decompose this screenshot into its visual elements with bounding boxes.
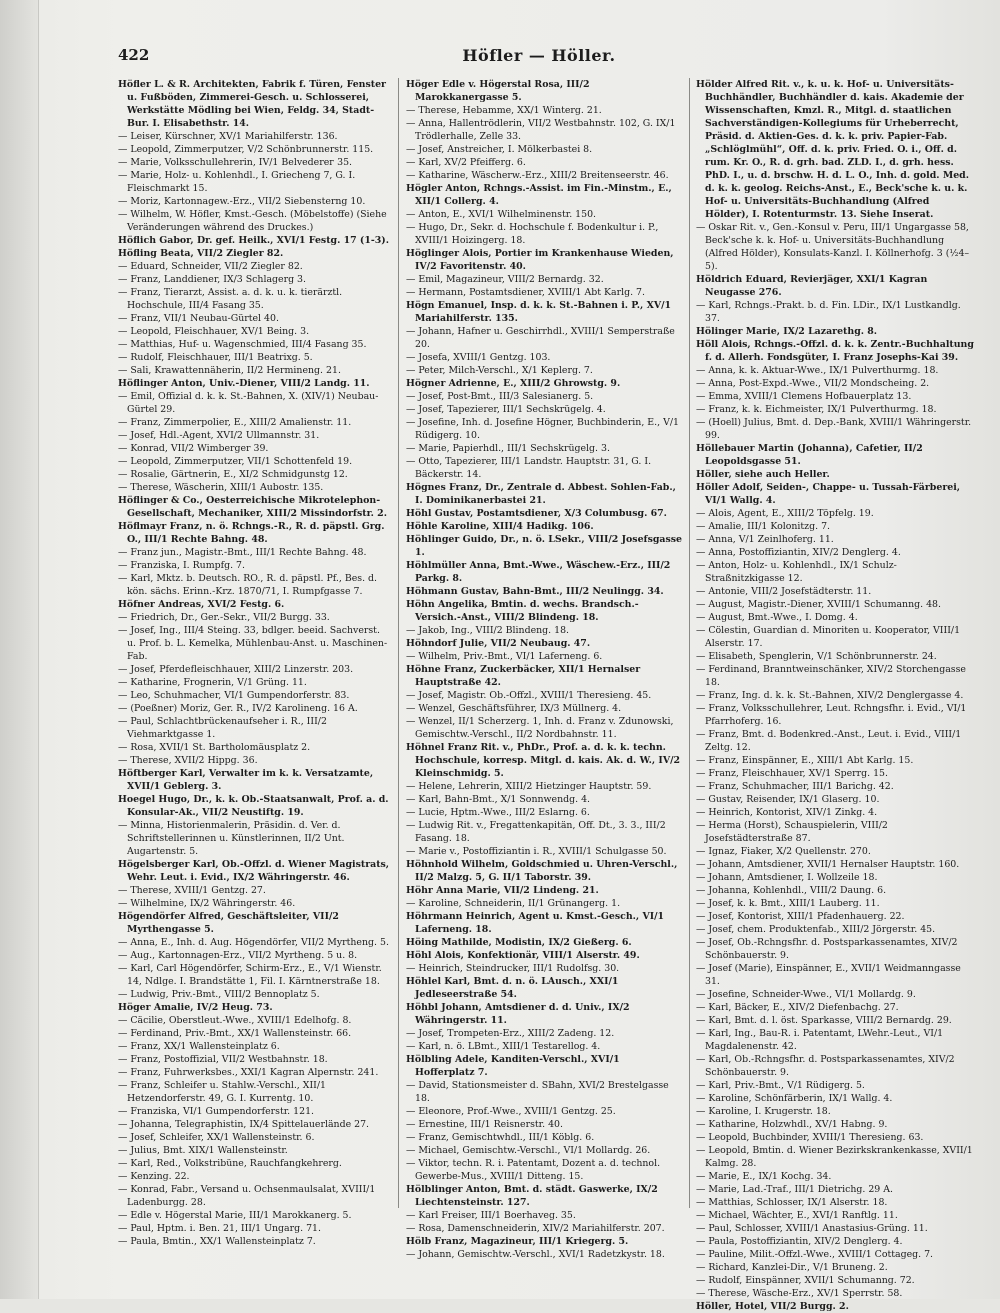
directory-entry: — Moriz, Kartonnagew.-Erz., VII/2 Siebensterng 10.	[118, 196, 366, 207]
directory-entry: — Franz, Fleischhauer, XV/1 Sperrg. 15.	[696, 768, 888, 779]
directory-entry: — Julius, Bmt. XIX/1 Wallensteinstr.	[118, 1145, 288, 1156]
directory-entry: — Anna, Hallentrödlerin, VII/2 Westbahnstr. 102, G. IX/1 Trödlerhalle, Zelle 33.	[406, 118, 676, 142]
directory-entry: — Otto, Tapezierer, III/1 Landstr. Hauptstr. 31, G. I. Bäckerstr. 14.	[406, 456, 652, 480]
directory-entry: — Karl, Ing., Bau-R. i. Patentamt, LWehr.-Leut., VI/1 Magdalenenstr. 42.	[696, 1028, 944, 1052]
directory-entry: — Karl, Bmt. d. l. öst. Sparkasse, VIII/2 Bernardg. 29.	[696, 1015, 952, 1026]
directory-entry: Hölblinger Anton, Bmt. d. städt. Gaswerke, IX/2 Liechtensteinstr. 127.	[406, 1184, 658, 1208]
directory-entry: — Wilhelm, W. Höfler, Kmst.-Gesch. (Möbelstoffe) (Siehe Veränderungen während des Druckes.)	[118, 209, 387, 233]
directory-entry: — Wenzel, II/1 Scherzerg. 1, Inh. d. Franz v. Zdunowski, Gemischtw.-Verschl., II/2 Nordbahnstr. 11.	[406, 716, 674, 740]
directory-entry: — Amalie, III/1 Kolonitzg. 7.	[696, 521, 831, 532]
directory-entry: — Franz, Einspänner, E., XIII/1 Abt Karlg. 15.	[696, 755, 914, 766]
directory-entry: — Therese, Wäscherin, XIII/1 Aubostr. 135.	[118, 482, 324, 493]
directory-entry: — Franziska, VI/1 Gumpendorferstr. 121.	[118, 1106, 315, 1117]
directory-entry: — Wilhelm, Priv.-Bmt., VI/1 Laferneng. 6.	[406, 651, 603, 662]
directory-entry: — Franz, VII/1 Neubau-Gürtel 40.	[118, 313, 279, 324]
directory-entry: Höldrich Eduard, Revierjäger, XXI/1 Kagran Neugasse 276.	[696, 274, 928, 298]
directory-entry: Höhr Anna Marie, VII/2 Lindeng. 21.	[406, 885, 599, 896]
directory-entry: — Rosa, Damenschneiderin, XIV/2 Mariahilferstr. 207.	[406, 1223, 665, 1234]
directory-entry: — Aug., Kartonnagen-Erz., VII/2 Myrtheng. 5 u. 8.	[118, 950, 358, 961]
directory-entry: — David, Stationsmeister d. SBahn, XVI/2 Brestelgasse 18.	[406, 1080, 669, 1104]
directory-entry: Höftberger Karl, Verwalter im k. k. Versatzamte, XVII/1 Geblerg. 3.	[118, 768, 374, 792]
directory-entry: — Josef, Schleifer, XX/1 Wallensteinstr. 6.	[118, 1132, 315, 1143]
directory-entry: — (Hoell) Julius, Bmt. d. Dep.-Bank, XVIII/1 Währingerstr. 99.	[696, 417, 972, 441]
column-middle	[406, 78, 682, 1278]
directory-entry: — Josef, chem. Produktenfab., XIII/2 Jörgerstr. 45.	[696, 924, 936, 935]
directory-entry: Högner Adrienne, E., XIII/2 Ghrowstg. 9.	[406, 378, 621, 389]
directory-entry: — Katharine, Frognerin, V/1 Grüng. 11.	[118, 677, 307, 688]
directory-entry: — Minna, Historienmalerin, Präsidin. d. Ver. d. Schriftstellerinnen u. Künstlerinnen, II/2 Unt. Augartenstr. 5.	[118, 820, 345, 857]
directory-entry: — Katharine, Wäscherw.-Erz., XIII/2 Breitenseerstr. 46.	[406, 170, 669, 181]
directory-entry: Höhbl Johann, Amtsdiener d. d. Univ., IX/2 Währingerstr. 11.	[406, 1002, 630, 1026]
directory-entry: Höflinger Anton, Univ.-Diener, VIII/2 Landg. 11.	[118, 378, 370, 389]
directory-entry: — Hermann, Postamtsdiener, XVIII/1 Abt Karlg. 7.	[406, 287, 645, 298]
page-number: 422	[118, 46, 150, 64]
directory-entry: — Leopold, Bmtin. d. Wiener Bezirkskrankenkasse, XVII/1 Kalmg. 28.	[696, 1145, 973, 1169]
directory-entry: — Katharine, Holzwhdl., XV/1 Habng. 9.	[696, 1119, 888, 1130]
directory-entry: — Cäcilie, Oberstleut.-Wwe., XVIII/1 Edelhofg. 8.	[118, 1015, 352, 1026]
directory-entry: — Marie v., Postoffiziantin i. R., XVIII/1 Schulgasse 50.	[406, 846, 667, 857]
directory-entry: — Viktor, techn. R. i. Patentamt, Dozent a. d. technol. Gewerbe-Mus., XVIII/1 Ditteng. 15.	[406, 1158, 661, 1182]
directory-entry: — Emil, Magazineur, VIII/2 Bernardg. 32.	[406, 274, 604, 285]
directory-entry: Höhle Karoline, XIII/4 Hadikg. 106.	[406, 521, 594, 532]
directory-entry: — Josef, Ing., III/4 Steing. 33, bdlger. beeid. Sachverst. u. Prof. b. L. Kemelka, Mühlenbau-Anst. u. Maschinen-Fab.	[118, 625, 388, 662]
directory-entry: Högendörfer Alfred, Geschäftsleiter, VII/2 Myrthengasse 5.	[118, 911, 339, 935]
directory-entry: — Richard, Kanzlei-Dir., V/1 Bruneng. 2.	[696, 1262, 888, 1273]
directory-entry: — Karl, Red., Volkstribüne, Rauchfangkehrerg.	[118, 1158, 342, 1169]
directory-entry: — Elisabeth, Spenglerin, V/1 Schönbrunnerstr. 24.	[696, 651, 937, 662]
directory-entry: Högn Emanuel, Insp. d. k. k. St.-Bahnen i. P., XV/1 Mariahilferstr. 135.	[406, 300, 672, 324]
directory-entry: — Anton, Holz- u. Kohlenhdl., IX/1 Schulz-Straßnitzkigasse 12.	[696, 560, 897, 584]
directory-entry: — Franziska, I. Rumpfg. 7.	[118, 560, 245, 571]
directory-entry: — Karl, Priv.-Bmt., V/1 Rüdigerg. 5.	[696, 1080, 865, 1091]
directory-entry: — Therese, XVII/2 Hippg. 36.	[118, 755, 258, 766]
directory-entry: — Franz, Fuhrwerksbes., XXI/1 Kagran Alpernstr. 241.	[118, 1067, 379, 1078]
directory-entry: — Josef, Hdl.-Agent, XVI/2 Ullmannstr. 31.	[118, 430, 320, 441]
directory-entry: — Rosalie, Gärtnerin, E., XI/2 Schmidgunstg 12.	[118, 469, 348, 480]
directory-entry: — Alois, Agent, E., XIII/2 Töpfelg. 19.	[696, 508, 874, 519]
binding-gutter	[0, 0, 39, 1299]
directory-entry: — Michael, Wächter, E., XVI/1 Ranftlg. 11.	[696, 1210, 898, 1221]
directory-entry: — Helene, Lehrerin, XIII/2 Hietzinger Hauptstr. 59.	[406, 781, 652, 792]
directory-entry: Höller Adolf, Seiden-, Chappe- u. Tussah-Färberei, VI/1 Wallg. 4.	[696, 482, 961, 506]
directory-entry: — Matthias, Schlosser, IX/1 Alserstr. 18.	[696, 1197, 888, 1208]
directory-entry: Höhnhold Wilhelm, Goldschmied u. Uhren-Verschl., II/2 Malzg. 5, G. II/1 Taborstr. 39.	[406, 859, 678, 883]
directory-entry: — Ignaz, Fiaker, X/2 Quellenstr. 270.	[696, 846, 871, 857]
directory-entry: — Franz, Zimmerpolier, E., XIII/2 Amalienstr. 11.	[118, 417, 352, 428]
directory-entry: — Karl, Bahn-Bmt., X/1 Sonnwendg. 4.	[406, 794, 591, 805]
column-left	[118, 78, 390, 1278]
directory-entry: — Karl, XV/2 Pfeifferg. 6.	[406, 157, 526, 168]
directory-entry: — Franz, Ing. d. k. k. St.-Bahnen, XIV/2 Denglergasse 4.	[696, 690, 964, 701]
directory-entry: — Friedrich, Dr., Ger.-Sekr., VII/2 Burgg. 33.	[118, 612, 330, 623]
directory-entry: — Karl, n. ö. LBmt., XIII/1 Testarellog. 4.	[406, 1041, 601, 1052]
directory-entry: — Ludwig Rit. v., Fregattenkapitän, Off. Dt., 3. 3., III/2 Fasang. 18.	[406, 820, 666, 844]
directory-entry: — Franz, Postoffizial, VII/2 Westbahnstr. 18.	[118, 1054, 328, 1065]
directory-entry: — Heinrich, Kontorist, XIV/1 Zinkg. 4.	[696, 807, 878, 818]
directory-entry: — Karoline, I. Krugerstr. 18.	[696, 1106, 831, 1117]
running-head: Höfler — Höller.	[462, 46, 616, 65]
directory-entry: Högnes Franz, Dr., Zentrale d. Abbest. Sohlen-Fab., I. Dominikanerbastei 21.	[406, 482, 676, 506]
directory-entry: — Karl, Ob.-Rchngsfhr. d. Postsparkassenamtes, XIV/2 Schönbauerstr. 9.	[696, 1054, 955, 1078]
directory-entry: — Johanna, Telegraphistin, IX/4 Spittelauerlände 27.	[118, 1119, 370, 1130]
directory-entry: — Ferdinand, Branntweinschänker, XIV/2 Storchengasse 18.	[696, 664, 966, 688]
directory-entry: — Leopold, Buchbinder, XVIII/1 Theresieng. 63.	[696, 1132, 924, 1143]
directory-entry: — August, Magistr.-Diener, XVIII/1 Schumanng. 48.	[696, 599, 941, 610]
directory-entry: — Josefine, Schneider-Wwe., VI/1 Mollardg. 9.	[696, 989, 916, 1000]
directory-entry: — Rosa, XVII/1 St. Bartholomäusplatz 2.	[118, 742, 311, 753]
directory-entry: — Pauline, Milit.-Offzl.-Wwe., XVIII/1 Cottageg. 7.	[696, 1249, 934, 1260]
directory-entry: — Anna, Postoffiziantin, XIV/2 Denglerg. 4.	[696, 547, 901, 558]
directory-entry: — Franz, k. k. Eichmeister, IX/1 Pulverthurmg. 18.	[696, 404, 937, 415]
directory-entry: — Karoline, Schneiderin, II/1 Grünangerg. 1.	[406, 898, 621, 909]
directory-entry: — Josef, Kontorist, XIII/1 Pfadenhauerg. 22.	[696, 911, 905, 922]
directory-entry: Höhl Alois, Konfektionär, VIII/1 Alserstr. 49.	[406, 950, 640, 961]
directory-entry: Höing Mathilde, Modistin, IX/2 Gießerg. 6.	[406, 937, 632, 948]
directory-entry: — Josef, Pferdefleischhauer, XIII/2 Linzerstr. 203.	[118, 664, 354, 675]
directory-entry: Höller, Hotel, VII/2 Burgg. 2.	[696, 1301, 849, 1312]
directory-entry: Höfling Beata, VII/2 Ziegler 82.	[118, 248, 284, 259]
directory-entry: — Rudolf, Einspänner, XVII/1 Schumanng. 72.	[696, 1275, 915, 1286]
directory-entry: Höglinger Alois, Portier im Krankenhause Wieden, IV/2 Favoritenstr. 40.	[406, 248, 674, 272]
directory-entry: — Franz, Volksschullehrer, Leut. Rchngsfhr. i. Evid., VI/1 Pfarrhoferg. 16.	[696, 703, 967, 727]
directory-entry: — Anna, V/1 Zeinlhoferg. 11.	[696, 534, 834, 545]
directory-entry: — Paul, Hptm. i. Ben. 21, III/1 Ungarg. 71.	[118, 1223, 321, 1234]
column-rule	[398, 78, 399, 1208]
directory-entry: — Karl, Carl Högendörfer, Schirm-Erz., E., V/1 Wienstr. 14, Ndlge. I. Brandstätte 1, Fil. I. Kärntnerstraße 18.	[118, 963, 382, 987]
directory-entry: Hölder Alfred Rit. v., k. u. k. Hof- u. Universitäts-Buchhändler, Buchhändler d. kais. Akademie der Wissenschaften, Kmzl. R., Mitgl. d. staatlichen Sachverständigen-Kollegiums für Urheberrecht, Präsid. d. Aktien-Ges. d. k. k. priv. Papier-Fab. „Schlöglmühl“, Off. d. k. priv. Fried. O. i., Off. d. rum. Kr. O., R. d. grh. bad. ZLD. I., d. grh. hess. PhD. I., u. d. brschw. H. d. L. O., Inh. d. gold. Med. d. k. k. geolog. Reichs-Anst., E., Beck'sche k. u. k. Hof- u. Universitäts-Buchhandlung (Alfred Hölder), I. Rotenturmstr. 13. Siehe Inserat.	[696, 79, 969, 220]
directory-entry: Höhrmann Heinrich, Agent u. Kmst.-Gesch., VI/1 Laferneng. 18.	[406, 911, 665, 935]
directory-entry: Höhnel Franz Rit. v., PhDr., Prof. a. d. k. k. techn. Hochschule, korresp. Mitgl. d. kais. Ak. d. W., IV/2 Kleinschmidg. 5.	[406, 742, 681, 779]
directory-entry: — Marie, Volksschullehrerin, IV/1 Belvederег 35.	[118, 157, 353, 168]
directory-entry: — Gustav, Reisender, IX/1 Glaserg. 10.	[696, 794, 880, 805]
directory-entry: — Leopold, Zimmerputzer, VII/1 Schottenfeld 19.	[118, 456, 353, 467]
directory-entry: — Paula, Bmtin., XX/1 Wallensteinplatz 7.	[118, 1236, 316, 1247]
directory-entry: — Konrad, Fabr., Versand u. Ochsenmaulsalat, XVIII/1 Ladenburgg. 28.	[118, 1184, 376, 1208]
directory-entry: — Leo, Schuhmacher, VI/1 Gumpendorferstr. 83.	[118, 690, 350, 701]
directory-entry: — Karl, Mktz. b. Deutsch. RO., R. d. päpstl. Pf., Bes. d. kön. sächs. Erinn.-Krz. 1870/71, I. Rumpfgasse 7.	[118, 573, 378, 597]
directory-entry: Höfner Andreas, XVI/2 Festg. 6.	[118, 599, 285, 610]
directory-entry: — Johann, Gemischtw.-Verschl., XVI/1 Radetzkystr. 18.	[406, 1249, 665, 1260]
directory-entry: — Karl Freiser, III/1 Boerhaveg. 35.	[406, 1210, 576, 1221]
directory-entry: — Sali, Krawattennäherin, II/2 Hermineng. 21.	[118, 365, 341, 376]
directory-entry: — Kenzing. 22.	[118, 1171, 190, 1182]
directory-entry: — Paula, Postoffiziantin, XIV/2 Denglerg. 4.	[696, 1236, 903, 1247]
directory-entry: — Eduard, Schneider, VII/2 Ziegler 82.	[118, 261, 303, 272]
directory-entry: Hölbling Adele, Kanditen-Verschl., XVI/1 Hofferplatz 7.	[406, 1054, 620, 1078]
column-rule	[689, 78, 690, 1208]
page-header	[118, 46, 960, 70]
directory-entry: Hoegel Hugo, Dr., k. k. Ob.-Staatsanwalt, Prof. a. d. Konsular-Ak., VII/2 Neustiftg. 19.	[118, 794, 389, 818]
directory-entry: — Therese, Hebamme, XX/1 Winterg. 21.	[406, 105, 602, 116]
directory-entry: Höhn Angelika, Bmtin. d. wechs. Brandsch.-Versich.-Anst., VIII/2 Blindeng. 18.	[406, 599, 639, 623]
directory-entry: — Josef, Magistr. Ob.-Offzl., XVIII/1 Theresieng. 45.	[406, 690, 652, 701]
directory-entry: — Herma (Horst), Schauspielerin, VIII/2 Josefstädterstraße 87.	[696, 820, 888, 844]
directory-entry: — Marie, Papierhdl., III/1 Sechskrügelg. 3.	[406, 443, 610, 454]
directory-entry: — Lucie, Hptm.-Wwe., III/2 Eslarng. 6.	[406, 807, 590, 818]
directory-entry: — Karl, Rchngs.-Prakt. b. d. Fin. LDir., IX/1 Lustkandlg. 37.	[696, 300, 961, 324]
directory-entry: — Leiser, Kürschner, XV/1 Mariahilferstr. 136.	[118, 131, 338, 142]
directory-entry: — Ludwig, Priv.-Bmt., VIII/2 Bennoplatz 5.	[118, 989, 320, 1000]
directory-entry: Höhmann Gustav, Bahn-Bmt., III/2 Neulingg. 34.	[406, 586, 664, 597]
directory-entry: Hölinger Marie, IX/2 Lazarethg. 8.	[696, 326, 878, 337]
directory-entry: — Ernestine, III/1 Reisnerstr. 40.	[406, 1119, 563, 1130]
directory-entry: — Anna, E., Inh. d. Aug. Högendörfer, VII/2 Myrtheng. 5.	[118, 937, 389, 948]
directory-entry: — Rudolf, Fleischhauer, III/1 Beatrixg. 5.	[118, 352, 313, 363]
directory-entry: — Karl, Bäcker, E., XIV/2 Diefenbachg. 27.	[696, 1002, 899, 1013]
directory-entry: — Leopold, Zimmerputzer, V/2 Schönbrunnerstr. 115.	[118, 144, 374, 155]
directory-entry: Höflinger & Co., Oesterreichische Mikrotelephon-Gesellschaft, Mechaniker, XIII/2 Missindorfstr. 2.	[118, 495, 387, 519]
directory-entry: — Wenzel, Geschäftsführer, IX/3 Müllnerg. 4.	[406, 703, 622, 714]
directory-entry: — Wilhelmine, IX/2 Währingerstr. 46.	[118, 898, 296, 909]
directory-entry: Höhlel Karl, Bmt. d. n. ö. LAusch., XXI/1 Jedleseerstraße 54.	[406, 976, 619, 1000]
directory-entry: — Konrad, VII/2 Wimberger 39.	[118, 443, 269, 454]
directory-entry: — Anna, k. k. Aktuar-Wwe., IX/1 Pulverthurmg. 18.	[696, 365, 939, 376]
directory-entry: — Matthias, Huf- u. Wagenschmied, III/4 Fasang 35.	[118, 339, 367, 350]
directory-entry: — Franz, Schleifer u. Stahlw.-Verschl., XII/1 Hetzendorferstr. 49, G. I. Kurrentg. 10.	[118, 1080, 326, 1104]
directory-entry: — Franz jun., Magistr.-Bmt., III/1 Rechte Bahng. 48.	[118, 547, 367, 558]
directory-entry: Högelsberger Karl, Ob.-Offzl. d. Wiener Magistrats, Wehr. Leut. i. Evid., IX/2 Währingerstr. 46.	[118, 859, 390, 883]
directory-entry: — Michael, Gemischtw.-Verschl., VI/1 Mollardg. 26.	[406, 1145, 651, 1156]
directory-entry: — Jakob, Ing., VIII/2 Blindeng. 18.	[406, 625, 570, 636]
directory-entry: Höger Amalie, IV/2 Heug. 73.	[118, 1002, 273, 1013]
directory-entry: Höhne Franz, Zuckerbäcker, XII/1 Hernalser Hauptstraße 42.	[406, 664, 641, 688]
directory-entry: — Marie, E., IX/1 Kochg. 34.	[696, 1171, 832, 1182]
directory-entry: Höhndorf Julie, VII/2 Neubaug. 47.	[406, 638, 591, 649]
directory-entry: — Franz, Bmt. d. Bodenkred.-Anst., Leut. i. Evid., VIII/1 Zeltg. 12.	[696, 729, 962, 753]
directory-entry: Höhlmüller Anna, Bmt.-Wwe., Wäschew.-Erz., III/2 Parkg. 8.	[406, 560, 671, 584]
directory-entry: Höhl Gustav, Postamtsdiener, X/3 Columbusg. 67.	[406, 508, 667, 519]
directory-entry: Höfler L. & R. Architekten, Fabrik f. Türen, Fenster u. Fußböden, Zimmerei-Gesch. u. Schlosserei, Werkstätte Mödling bei Wien, Feldg. 34, Stadt-Bur. I. Elisabethstr. 14.	[118, 79, 386, 129]
directory-entry: — Josef, Tapezierer, III/1 Sechskrügelg. 4.	[406, 404, 606, 415]
directory-entry: Höllebauer Martin (Johanna), Cafetier, II/2 Leopoldsgasse 51.	[696, 443, 923, 467]
directory-entry: Höller, siehe auch Heller.	[696, 469, 830, 480]
directory-entry: Höflich Gabor, Dr. gef. Heilk., XVI/1 Festg. 17 (1-3).	[118, 235, 389, 246]
directory-entry: — Marie, Lad.-Traf., III/1 Dietrichg. 29 A.	[696, 1184, 893, 1195]
directory-entry: — Karoline, Schönfärberin, IX/1 Wallg. 4.	[696, 1093, 893, 1104]
directory-entry: — Paul, Schlachtbrückenaufseher i. R., III/2 Viehmarktgasse 1.	[118, 716, 327, 740]
directory-entry: — Josef (Marie), Einspänner, E., XVII/1 Weidmanngasse 31.	[696, 963, 961, 987]
column-right	[696, 78, 974, 1312]
directory-entry: — Josef, Post-Bmt., III/3 Salesianerg. 5.	[406, 391, 594, 402]
directory-entry: — Josef, Anstreicher, I. Mölkerbastei 8.	[406, 144, 593, 155]
directory-entry: — Emma, XVIII/1 Clemens Hofbauerplatz 13.	[696, 391, 912, 402]
directory-entry: — Josefine, Inh. d. Josefine Högner, Buchbinderin, E., V/1 Rüdigerg. 10.	[406, 417, 679, 441]
directory-entry: — Johann, Hafner u. Geschirrhdl., XVIII/1 Semperstraße 20.	[406, 326, 675, 350]
directory-entry: — August, Bmt.-Wwe., I. Domg. 4.	[696, 612, 858, 623]
directory-entry: — Josef, k. k. Bmt., XIII/1 Lauberg. 11.	[696, 898, 880, 909]
directory-entry: — Therese, XVIII/1 Gentzg. 27.	[118, 885, 266, 896]
directory-entry: — Cölestin, Guardian d. Minoriten u. Kooperator, VIII/1 Alserstr. 17.	[696, 625, 961, 649]
directory-entry: — Josef, Trompeten-Erz., XIII/2 Zadeng. 12.	[406, 1028, 615, 1039]
directory-entry: — Josef, Ob.-Rchngsfhr. d. Postsparkassenamtes, XIV/2 Schönbauerstr. 9.	[696, 937, 958, 961]
directory-entry: — Johanna, Kohlenhdl., VIII/2 Daung. 6.	[696, 885, 887, 896]
directory-entry: — Edle v. Högerstal Marie, III/1 Marokkanerg. 5.	[118, 1210, 352, 1221]
directory-entry: — Eleonore, Prof.-Wwe., XVIII/1 Gentzg. 25.	[406, 1106, 616, 1117]
directory-entry: Höll Alois, Rchngs.-Offzl. d. k. k. Zentr.-Buchhaltung f. d. Allerh. Fondsgüter, I. Franz Josephs-Kai 39.	[696, 339, 974, 363]
directory-entry: Högler Anton, Rchngs.-Assist. im Fin.-Minstm., E., XII/1 Collerg. 4.	[406, 183, 672, 207]
directory-entry: — Paul, Schlosser, XVIII/1 Anastasius-Grüng. 11.	[696, 1223, 928, 1234]
directory-entry: — Emil, Offizial d. k. k. St.-Bahnen, X. (XIV/1) Neubau-Gürtel 29.	[118, 391, 379, 415]
directory-entry: — Peter, Milch-Verschl., X/1 Keplerg. 7.	[406, 365, 593, 376]
directory-entry: Höflmayr Franz, n. ö. Rchngs.-R., R. d. päpstl. Grg. O., III/1 Rechte Bahng. 48.	[118, 521, 385, 545]
directory-entry: — Anton, E., XVI/1 Wilhelminenstr. 150.	[406, 209, 597, 220]
directory-entry: — Franz, Schuhmacher, III/1 Barichg. 42.	[696, 781, 894, 792]
directory-entry: — Hugo, Dr., Sekr. d. Hochschule f. Bodenkultur i. P., XVIII/1 Hoizingerg. 18.	[406, 222, 659, 246]
directory-entry: — Johann, Amtsdiener, XVII/1 Hernalser Hauptstr. 160.	[696, 859, 960, 870]
directory-entry: — Marie, Holz- u. Kohlenhdl., I. Griecheng 7, G. I. Fleischmarkt 15.	[118, 170, 356, 194]
directory-entry: — Franz, XX/1 Wallensteinplatz 6.	[118, 1041, 280, 1052]
directory-entry: — (Poeßner) Moriz, Ger. R., IV/2 Karolineng. 16 A.	[118, 703, 358, 714]
directory-entry: — Antonie, VIII/2 Josefstädterstr. 11.	[696, 586, 872, 597]
directory-entry: — Franz, Tierarzt, Assist. a. d. k. u. k. tierärztl. Hochschule, III/4 Fasang 35.	[118, 287, 343, 311]
directory-entry: — Oskar Rit. v., Gen.-Konsul v. Peru, III/1 Ungargasse 58, Beck'sche k. k. Hof- u. Universitäts-Buchhandlung (Alfred Hölder), Konsulats-Kanzl. I. Köllnerhofg. 3 (½4–5).	[696, 222, 970, 272]
directory-entry: — Therese, Wäsche-Erz., XV/1 Sperrstr. 58.	[696, 1288, 903, 1299]
directory-entry: Höger Edle v. Högerstal Rosa, III/2 Marokkanergasse 5.	[406, 79, 590, 103]
directory-entry: — Heinrich, Steindrucker, III/1 Rudolfsg. 30.	[406, 963, 620, 974]
directory-entry: — Johann, Amtsdiener, I. Wollzeile 18.	[696, 872, 878, 883]
directory-entry: Höhlinger Guido, Dr., n. ö. LSekr., VIII/2 Josefsgasse 1.	[406, 534, 682, 558]
directory-entry: — Franz, Landdiener, IX/3 Schlagerg 3.	[118, 274, 307, 285]
directory-entry: — Ferdinand, Priv.-Bmt., XX/1 Wallensteinstr. 66.	[118, 1028, 352, 1039]
directory-entry: — Anna, Post-Expd.-Wwe., VII/2 Mondscheing. 2.	[696, 378, 930, 389]
directory-entry: Hölb Franz, Magazineur, III/1 Kriegerg. 5.	[406, 1236, 629, 1247]
directory-entry: — Leopold, Fleischhauer, XV/1 Being. 3.	[118, 326, 310, 337]
directory-entry: — Josefa, XVIII/1 Gentzg. 103.	[406, 352, 551, 363]
directory-entry: — Franz, Gemischtwhdl., III/1 Köblg. 6.	[406, 1132, 595, 1143]
